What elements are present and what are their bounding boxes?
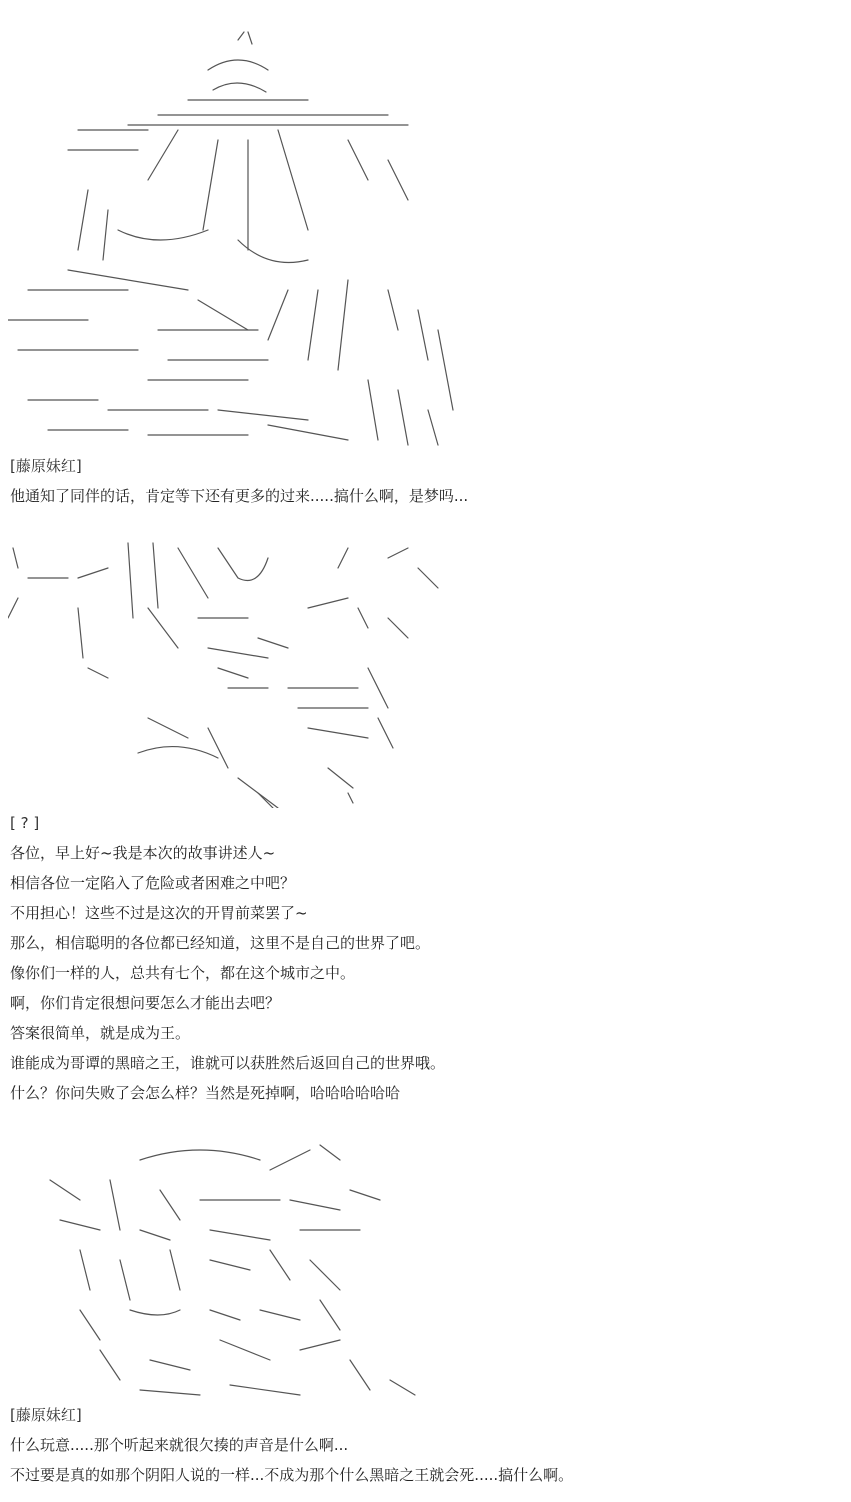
ascii-art-figure-2 xyxy=(8,538,453,808)
dialogue-line: 像你们一样的人，总共有七个，都在这个城市之中。 xyxy=(10,964,356,982)
dialogue-line: 谁能成为哥谭的黑暗之王，谁就可以获胜然后返回自己的世界哦。 xyxy=(10,1054,446,1072)
figure-2-drawing xyxy=(8,538,453,808)
dialogue-line: 不过要是真的如那个阴阳人说的一样...不成为那个什么黑暗之王就会死.....搞什么啊。 xyxy=(10,1466,574,1484)
speaker-label-2: [ ? ] xyxy=(10,814,40,832)
dialogue-line: 不用担心！这些不过是这次的开胃前菜罢了~ xyxy=(10,904,308,922)
figure-1-drawing xyxy=(8,30,463,450)
dialogue-line: 各位，早上好~我是本次的故事讲述人~ xyxy=(10,844,276,862)
dialogue-line: 什么？你问失败了会怎么样？当然是死掉啊，哈哈哈哈哈哈 xyxy=(10,1084,401,1102)
dialogue-line: 啊，你们肯定很想问要怎么才能出去吧？ xyxy=(10,994,281,1012)
dialogue-line: 他通知了同伴的话，肯定等下还有更多的过来.....搞什么啊，是梦吗... xyxy=(10,487,469,505)
dialogue-line: 什么玩意.....那个听起来就很欠揍的声音是什么啊... xyxy=(10,1436,349,1454)
dialogue-line: 相信各位一定陷入了危险或者困难之中吧？ xyxy=(10,874,296,892)
ascii-art-figure-3 xyxy=(40,1140,425,1400)
dialogue-line: 答案很简单，就是成为王。 xyxy=(10,1024,191,1042)
dialogue-line: 那么，相信聪明的各位都已经知道，这里不是自己的世界了吧。 xyxy=(10,934,431,952)
figure-3-drawing xyxy=(40,1140,425,1400)
ascii-art-figure-1 xyxy=(8,30,463,450)
speaker-label-1: [藤原妹红] xyxy=(10,457,82,475)
speaker-label-3: [藤原妹红] xyxy=(10,1406,82,1424)
